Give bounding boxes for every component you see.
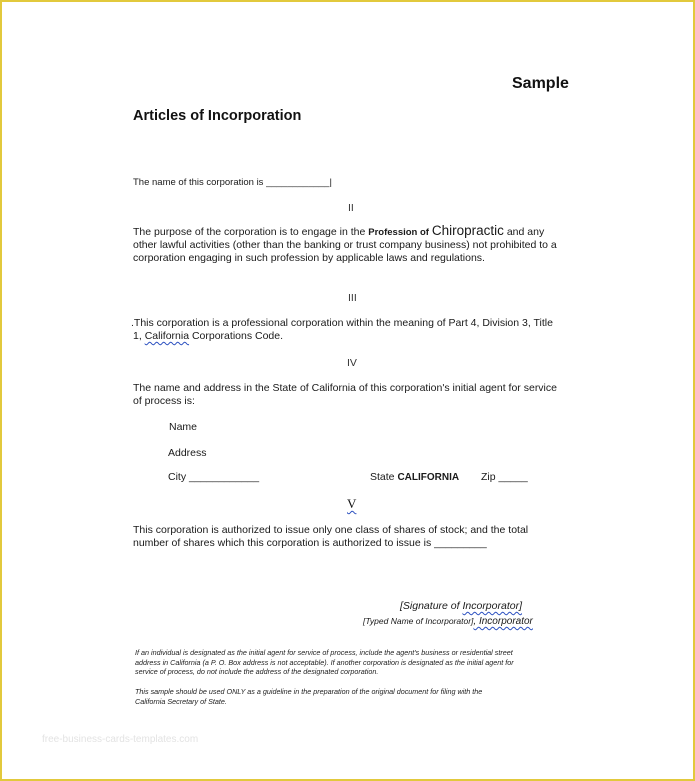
typed-name-line <box>363 615 533 628</box>
article-2-numeral: II <box>348 202 354 214</box>
article-3-professional-corporation <box>131 317 591 343</box>
article-3-numeral: III <box>348 292 357 304</box>
article-1-corporation-name: The name of this corporation is ____________| <box>133 177 332 188</box>
article-5-line-2: number of shares which this corporation is authorized to issue is _________ <box>133 537 487 549</box>
chiropractic-text: Chiropractic <box>431 223 504 238</box>
footnote-1-line-2: address in California (a P. O. Box address is not acceptable). If another corporation is designated as the initial agent for <box>135 657 514 667</box>
document-title: Articles of Incorporation <box>133 108 302 124</box>
watermark: free-business-cards-templates.com <box>42 734 199 745</box>
typed-name-start: [Typed Name of Incorporator] <box>363 616 474 626</box>
article-4-numeral: IV <box>347 357 357 369</box>
footnote-1-line-3: service of process, do not include the address of the designated corporation. <box>135 667 379 676</box>
article-3-line-2-end: Corporations Code. <box>189 330 284 342</box>
california-spellcheck-word: California <box>144 330 190 342</box>
article-4-agent <box>133 382 593 408</box>
footnote-2-line-1: This sample should be used ONLY as a guideline in the preparation of the original document for filing with the <box>135 687 483 696</box>
sample-label: Sample <box>512 75 569 92</box>
footnote-agent-address <box>135 648 575 677</box>
state-value: CALIFORNIA <box>397 472 460 483</box>
article-2-line-2: other lawful activities (other than the banking or trust company business) not prohibited to a <box>133 239 557 251</box>
article-2-line-1 <box>133 224 593 239</box>
article-3-line-2 <box>131 330 591 343</box>
typed-name-incorporator-word: , Incorporator <box>473 616 533 627</box>
article-2-purpose <box>133 224 593 265</box>
article-5-numeral: V <box>347 496 357 511</box>
article-5-shares <box>133 524 593 550</box>
article-2-line-1-end: and any <box>503 226 545 238</box>
agent-state-field <box>370 471 459 484</box>
agent-zip-field: Zip _____ <box>481 471 528 483</box>
profession-of-text: Profession of <box>368 227 429 238</box>
footnote-1-line-1: If an individual is designated as the initial agent for service of process, include the agent's business or residential street <box>135 648 513 657</box>
signature-line-start: [Signature of <box>400 600 463 612</box>
signature-incorporator-word: Incorporator] <box>462 600 522 612</box>
signature-line <box>400 600 522 613</box>
agent-name-label: Name <box>169 421 198 433</box>
article-4-line-2: of process is: <box>133 395 195 407</box>
article-2-line-1-start: The purpose of the corporation is to engage in the <box>133 226 369 238</box>
article-4-line-1: The name and address in the State of California of this corporation's initial agent for service <box>133 382 557 394</box>
article-2-line-3: corporation engaging in such profession by applicable laws and regulations. <box>133 252 485 264</box>
article-3-line-2-start: 1, <box>133 330 145 342</box>
article-3-line-1: .This corporation is a professional corporation within the meaning of Part 4, Division 3, Title <box>131 317 553 329</box>
article-5-line-1: This corporation is authorized to issue only one class of shares of stock; and the total <box>133 524 529 536</box>
footnote-guideline <box>135 687 575 706</box>
agent-city-field: City ____________ <box>168 471 260 483</box>
state-label: State <box>370 471 398 483</box>
agent-address-label: Address <box>168 447 207 459</box>
footnote-2-line-2: California Secretary of State. <box>135 696 227 706</box>
